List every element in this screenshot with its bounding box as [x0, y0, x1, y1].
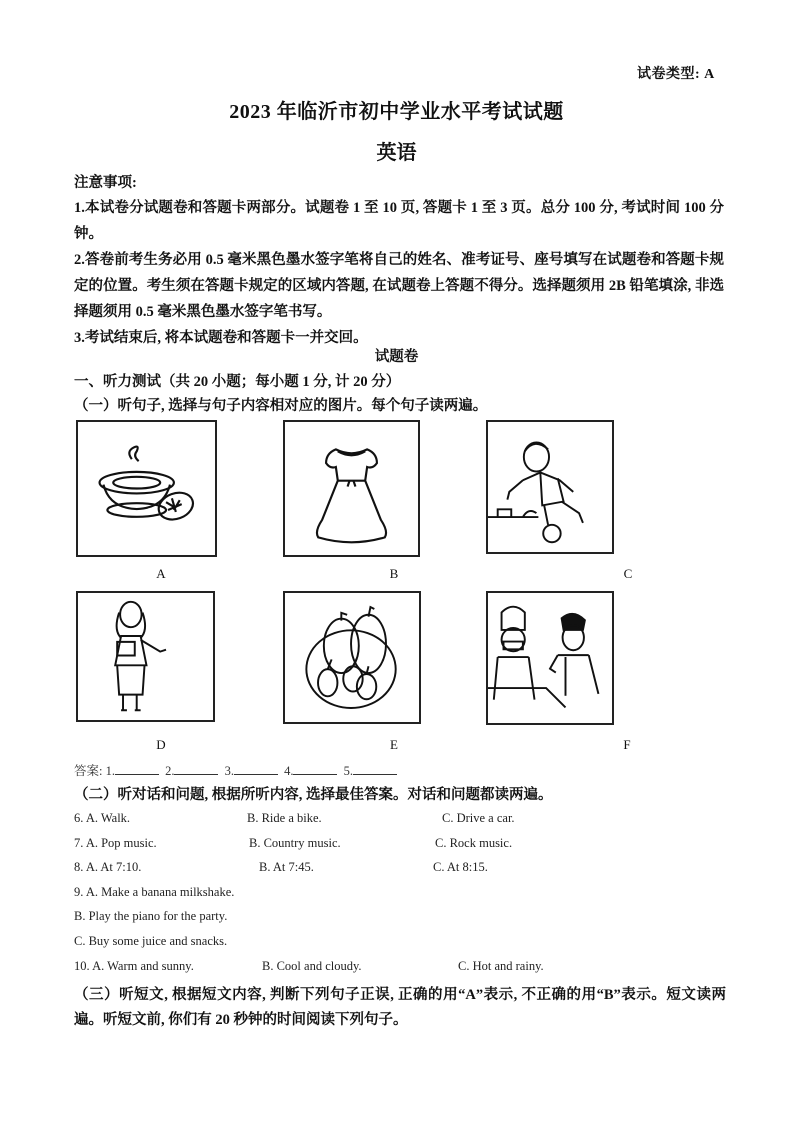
subpart-1-title: （一）听句子, 选择与句子内容相对应的图片。每个句子读两遍。 [74, 398, 488, 414]
part-title: 一、听力测试（共 20 小题；每小题 1 分, 计 20 分） [74, 374, 401, 390]
dress-icon [285, 422, 418, 555]
boy-kicking-football-icon [488, 422, 612, 552]
exam-title: 2023 年临沂市初中学业水平考试试题 [229, 101, 564, 123]
paper-type-label: 试卷类型: A [637, 67, 715, 82]
option-c: C. Drive a car. [442, 811, 515, 825]
answer-number: 1. [105, 764, 115, 778]
answer-number: 2. [165, 764, 175, 778]
option-c: C. Rock music. [435, 836, 513, 850]
answer-blank-4[interactable] [293, 762, 337, 775]
answer-blank-5[interactable] [353, 762, 397, 775]
picture-label-e: E [390, 737, 398, 752]
subject-title: 英语 [376, 142, 417, 164]
question-number: 8. [74, 860, 84, 874]
doctor-patient-icon [488, 593, 612, 723]
option-b: B. Cool and cloudy. [262, 959, 362, 973]
picture-label-c: C [623, 566, 633, 581]
woman-presenter-icon [78, 593, 213, 720]
question-number: 6. [74, 811, 84, 825]
option-c: C. At 8:15. [433, 860, 488, 874]
note-item: 3.考试结束后, 将本试题卷和答题卡一并交回。 [74, 330, 368, 346]
option-a: A. At 7:10. [85, 860, 142, 874]
picture-b [283, 420, 420, 557]
picture-label-d: D [156, 737, 166, 752]
option-b: B. Play the piano for the party. [74, 909, 228, 923]
answer-prefix: 答案: [74, 764, 103, 778]
note-item: 2.答卷前考生务必用 0.5 毫米黑色墨水签字笔将自己的姓名、准考证号、座号填写在试题卷和答题卡规定的位置。考生须在答题卡规定的区域内答题, 在试题卷上答题不得分。选择题须用 2B 铅笔填涂, 非选择题须用 0.5 毫米黑色墨水签字笔书写。 [74, 252, 724, 320]
question-7 [74, 836, 157, 851]
option-b: B. At 7:45. [259, 860, 314, 874]
tea-cup-icon [78, 422, 215, 555]
question-8 [74, 860, 141, 875]
answer-blank-1[interactable] [115, 762, 159, 775]
picture-a [76, 420, 217, 557]
question-number: 10. [74, 959, 90, 973]
answer-number: 4. [284, 764, 294, 778]
note-item: 1.本试卷分试题卷和答题卡两部分。试题卷 1 至 10 页, 答题卡 1 至 3 页。总分 100 分, 考试时间 100 分钟。 [74, 200, 724, 242]
option-b: B. Ride a bike. [247, 811, 322, 825]
option-a: A. Walk. [85, 811, 131, 825]
question-6 [74, 811, 130, 826]
option-c: C. Buy some juice and snacks. [74, 934, 228, 948]
answer-blank-2[interactable] [174, 762, 218, 775]
picture-label-a: A [156, 566, 166, 581]
answer-number: 3. [224, 764, 234, 778]
question-number: 9. [74, 885, 84, 899]
picture-d [76, 591, 215, 722]
fruit-plate-icon [285, 593, 419, 722]
answer-number: 5. [343, 764, 353, 778]
notes-list [74, 195, 724, 351]
picture-label-f: F [623, 737, 631, 752]
question-number: 7. [74, 836, 84, 850]
subpart-2-title: （二）听对话和问题, 根据所听内容, 选择最佳答案。对话和问题都读两遍。 [74, 787, 553, 803]
question-10 [74, 959, 194, 974]
option-a: A. Make a banana milkshake. [85, 885, 235, 899]
picture-label-b: B [389, 566, 399, 581]
picture-e [283, 591, 421, 724]
notes-heading: 注意事项: [74, 175, 137, 191]
option-b: B. Country music. [249, 836, 341, 850]
answer-blank-3[interactable] [234, 762, 278, 775]
option-a: A. Pop music. [85, 836, 157, 850]
question-9 [74, 885, 234, 900]
option-c: C. Hot and rainy. [458, 959, 544, 973]
section-label: 试题卷 [374, 349, 419, 365]
picture-f [486, 591, 614, 725]
answer-blanks [74, 761, 400, 779]
picture-c [486, 420, 614, 554]
option-a: A. Warm and sunny. [92, 959, 194, 973]
subpart-3-title: （三）听短文, 根据短文内容, 判断下列句子正误, 正确的用“A”表示, 不正确的用“B”表示。短文读两遍。听短文前, 你们有 20 秒钟的时间阅读下列句子。 [74, 987, 726, 1028]
